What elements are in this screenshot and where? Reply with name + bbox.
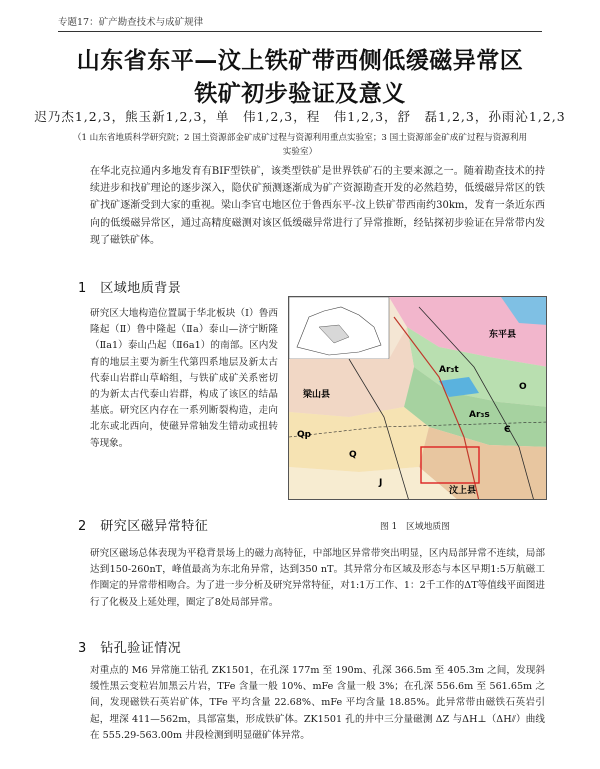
author-list: 迟乃杰1,2,3，熊玉新1,2,3，单 伟1,2,3，程 伟1,2,3，舒 磊1,2,3，孙雨沁1,2,3 [34,109,566,124]
abstract: 在华北克拉通内多地发育有BIF型铁矿，该类型铁矿是世界铁矿石的主要来源之一。随着勘查技术的持续进步和找矿理论的逐步深入，隐伏矿预测逐渐成为矿产资源勘查开发的必然趋势，低缓磁异常区的铁矿找矿逐渐受到大家的重视。梁山李官屯地区位于鲁西东平-汶上铁矿带西南约30km，发育一条近东西向的低缓磁异常区，通过高精度磁测对该区低缓磁异常进行了异常推断，经钻探初步验证在异常带内发现了磁铁矿体。 [90,166,545,246]
regional-geology-map [288,296,547,500]
paper-title-line1: 山东省东平—汶上铁矿带西侧低缓磁异常区 [76,48,524,74]
map-label-j: J [379,478,383,488]
affiliations: （1 山东省地质科学研究院；2 国土资源部金矿成矿过程与资源利用重点实验室；3 国土资源部金矿成矿过程与资源利用实验室） [72,133,528,157]
map-drawing [289,297,547,500]
map-label-dongping: 东平县 [489,330,517,340]
section-1-paragraph: 研究区大地构造位置属于华北板块（Ⅰ）鲁西隆起（Ⅱ）鲁中隆起（Ⅱa）泰山—济宁断隆（Ⅱa1）泰山凸起（Ⅱ6a1）的南部。区内发育的地层主要为新生代第四系地层及新太古代泰山岩群山草峪组，与铁矿成矿关系密切的为新太古代泰山岩群，构成了该区的结晶基底。研究区内存在一系列断裂构造，走向北东或北西向，使磁异常轴发生错动或扭转等现象。 [90,308,278,449]
section-heading-2: 2 研究区磁异常特征 [78,519,209,534]
map-label-o: O [519,382,527,392]
paper-title-line2: 铁矿初步验证及意义 [194,81,406,107]
section-heading-3: 3 钻孔验证情况 [78,641,182,656]
section-heading-1: 1 区域地质背景 [78,281,182,296]
map-label-q: Q [349,450,357,460]
map-label-qp: Qp [297,430,312,440]
running-head-text: 专题17：矿产勘查技术与成矿规律 [58,17,204,28]
map-label-ar3t: Ar₃t [439,365,459,375]
map-label-ar3s: Ar₃s [469,410,490,420]
section-3-paragraph: 对重点的 M6 异常施工钻孔 ZK1501，在孔深 177m 至 190m、孔深 366.5m 至 405.3m 之间，发现斜缓性黑云变粒岩加黑云片岩，TFe 含量一般 10%、mFe 含量一般 3%；在孔深 556.6m 至 561.65m 之间，发现磁铁石英岩矿体，TFe 平均含量 22.68%、mFe 平均含量 18.85%。此异常带由磁铁石英岩引起，埋深 411—562m，具部富集，形成铁矿体。ZK1501 孔的井中三分量磁测 ΔZ 与ΔH⊥（ΔH⫽）曲线在 555.29-563.00m 井段检测到明显磁矿体异常。 [90,665,545,741]
map-label-cambrian: Є [504,425,511,435]
running-header [58,10,542,32]
map-label-wenshang: 汶上县 [449,486,477,496]
figure-caption: 图 1 区域地质图 [380,522,450,532]
map-label-liangshan: 梁山县 [303,390,331,400]
section-2-paragraph: 研究区磁场总体表现为平稳背景场上的磁力高特征，中部地区异常带突出明显，区内局部异常不连续，局部达到150-260nT，峰值最高为东北角异常，达到350 nT。其异常分布区域及形态与本区早期1:5万航磁工作圈定的异常带相吻合。为了进一步分析及研究异常特征，对1:1万工作、1：2千工作的ΔT等值线平面图进行了化极及上延处理，圈定了8处局部异常。 [90,548,545,608]
